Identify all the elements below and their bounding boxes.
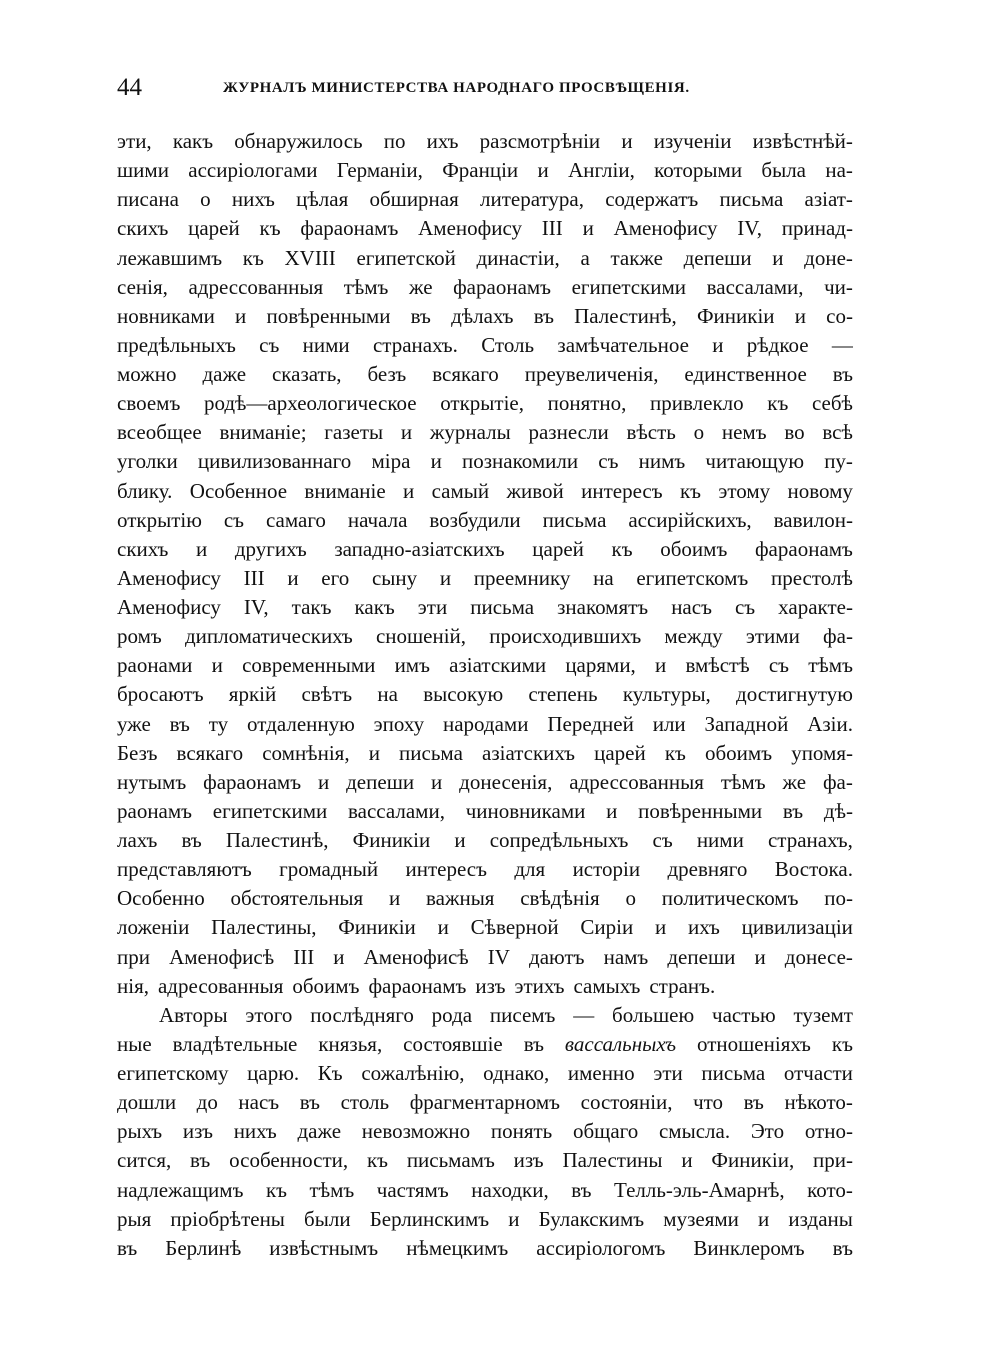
text-line: представляютъ громадный интересъ для исторіи древняго Востока. (117, 857, 853, 882)
text-line: блику. Особенное вниманіе и самый живой интересъ къ этому новому (117, 478, 853, 503)
text-line: нія, адресованныя обоимъ фараонамъ изъ этихъ самыхъ странъ. (117, 973, 716, 998)
text-line: уголки цивилизованнаго міра и познакомили съ нимъ читающую пу- (117, 449, 853, 474)
text-line: рыя пріобрѣтены были Берлинскимъ и Булакскимъ музеями и изданы (117, 1206, 853, 1231)
text-line: нутымъ фараонамъ и депеши и донесенія, адрессованныя тѣмъ же фа- (117, 769, 853, 794)
text-line: можно даже сказать, безъ всякаго преувеличенія, единственное въ (117, 362, 853, 386)
text-line: въ Берлинѣ извѣстнымъ нѣмецкимъ ассиріологомъ Винклеромъ въ (117, 1235, 853, 1260)
text-line: шими ассиріологами Германіи, Франціи и Англіи, которыми была на- (117, 158, 853, 183)
text-line: лежавшимъ къ XVIII египетской династіи, а также депеши и доне- (117, 245, 853, 270)
text-line: надлежащимъ къ тѣмъ частямъ находки, въ Телль-эль-Амарнѣ, кото- (117, 1177, 853, 1202)
paragraph (117, 1001, 853, 1263)
paragraph (117, 127, 853, 1001)
text-line: скихъ и другихъ западно-азіатскихъ царей къ обоимъ фараонамъ (117, 536, 853, 561)
text-line: уже въ ту отдаленную эпоху народами Передней или Западной Азіи. (117, 711, 853, 736)
text-line: Аменофису III и его сыну и преемнику на египетскомъ престолѣ (117, 565, 853, 590)
text-line: лахъ въ Палестинѣ, Финикіи и сопредѣльныхъ съ ними странахъ, (117, 828, 853, 852)
running-title: ЖУРНАЛЪ МИНИСТЕРСТВА НАРОДНАГО ПРОСВѢЩЕНІЯ. (223, 80, 690, 96)
text-line: Безъ всякаго сомнѣнія, и письма азіатскихъ царей къ обоимъ упомя- (117, 740, 853, 765)
text-line: ные владѣтельные князья, состоявшіе въ вассальныхъ отношеніяхъ къ (117, 1031, 853, 1056)
text-line: своемъ родѣ—археологическое открытіе, понятно, привлекло къ себѣ (117, 391, 853, 416)
text-line: сится, въ особенности, къ письмамъ изъ Палестины и Финикіи, при- (117, 1148, 853, 1173)
text-line: Авторы этого послѣдняго рода писемъ — большею частью туземт (159, 1002, 853, 1027)
text-line: скихъ царей къ фараонамъ Аменофису III и Аменофису IV, принад- (117, 216, 853, 241)
text-line: всеобщее вниманіе; газеты и журналы разнесли вѣсть о немъ во всѣ (117, 420, 853, 445)
text-line: писана о нихъ цѣлая обширная литература, содержатъ письма азіат- (117, 187, 853, 212)
text-line: эти, какъ обнаружилось по ихъ разсмотрѣніи и изученіи извѣстнѣй- (117, 129, 853, 153)
text-line: дошли до насъ въ столь фрагментарномъ состояніи, что въ нѣкото- (117, 1090, 853, 1115)
text-line: открытію съ самаго начала возбудили письма ассирійскихъ, вавилон- (117, 507, 853, 532)
text-line: раонами и современными имъ азіатскими царями, и вмѣстѣ съ тѣмъ (117, 653, 853, 678)
text-line: ложеніи Палестины, Финикіи и Сѣверной Сиріи и ихъ цивилизаціи (117, 915, 853, 940)
text-line: египетскому царю. Къ сожалѣнію, однако, именно эти письма отчасти (117, 1061, 853, 1085)
text-line: рыхъ изъ нихъ даже невозможно понять общаго смысла. Это отно- (117, 1119, 853, 1144)
text-line: Аменофису IV, такъ какъ эти письма знакомятъ насъ съ характе- (117, 595, 853, 619)
text-line: новниками и повѣренными въ дѣлахъ въ Палестинѣ, Финикіи и со- (117, 303, 853, 328)
page-number: 44 (117, 74, 142, 101)
text-line: ромъ дипломатическихъ сношеній, происходившихъ между этими фа- (117, 624, 853, 649)
text-line: сенія, адрессованныя тѣмъ же фараонамъ египетскими вассалами, чи- (117, 274, 853, 299)
text-line: раонамъ египетскими вассалами, чиновниками и повѣренными въ дѣ- (117, 798, 853, 823)
text-line: Особенно обстоятельныя и важныя свѣдѣнія о политическомъ по- (117, 886, 853, 911)
text-line: при Аменофисѣ III и Аменофисѣ IV даютъ намъ депеши и донесе- (117, 944, 853, 969)
text-line: предѣльныхъ съ ними странахъ. Столь замѣчательное и рѣдкое — (117, 332, 853, 357)
body-text (117, 127, 853, 1263)
running-header (117, 74, 853, 104)
text-line: бросаютъ яркій свѣтъ на высокую степень культуры, достигнутую (117, 682, 853, 707)
